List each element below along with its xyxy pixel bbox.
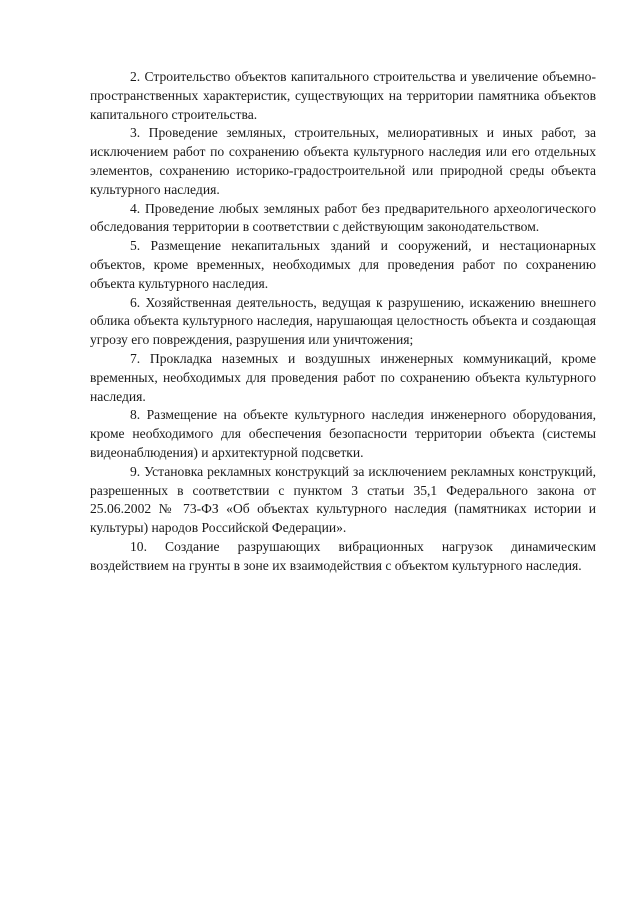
- paragraph-item-7: 7. Прокладка наземных и воздушных инженерных коммуникаций, кроме временных, необходимых для проведения работ по сохранению объекта культурного наследия.: [90, 350, 596, 404]
- document-page: [90, 68, 596, 576]
- paragraph-item-4: 4. Проведение любых земляных работ без предварительного археологического обследования территории в соответствии с действующим законодательством.: [90, 200, 596, 235]
- paragraph-item-6: 6. Хозяйственная деятельность, ведущая к разрушению, искажению внешнего облика объекта культурного наследия, нарушающая целостность объекта и создающая угрозу его повреждения, разрушения или уничтожения;: [90, 294, 596, 348]
- paragraph-item-3: 3. Проведение земляных, строительных, мелиоративных и иных работ, за исключением работ по сохранению объекта культурного наследия или его отдельных элементов, сохранению историко-градостроительной или природной среды объекта культурного наследия.: [90, 125, 596, 197]
- paragraph-item-10: 10. Создание разрушающих вибрационных нагрузок динамическим воздействием на грунты в зоне их взаимодействия с объектом культурного наследия.: [90, 538, 596, 573]
- paragraph-item-5: 5. Размещение некапитальных зданий и сооружений, и нестационарных объектов, кроме временных, необходимых для проведения работ по сохранению объекта культурного наследия.: [90, 238, 596, 291]
- paragraph-item-2: 2. Строительство объектов капитального строительства и увеличение объемно-пространственных характеристик, существующих на территории памятника объектов капитального строительства.: [90, 69, 596, 122]
- paragraph-item-9: 9. Установка рекламных конструкций за исключением рекламных конструкций, разрешенных в соответствии с пунктом 3 статьи 35,1 Федерального закона от 25.06.2002 № 73-ФЗ «Об объектах культурного наследия (памятниках истории и культуры) народов Российской Федерации».: [90, 463, 596, 536]
- paragraph-item-8: 8. Размещение на объекте культурного наследия инженерного оборудования, кроме необходимого для обеспечения безопасности территории объекта (системы видеонаблюдения) и архитектурной подсветки.: [90, 407, 596, 460]
